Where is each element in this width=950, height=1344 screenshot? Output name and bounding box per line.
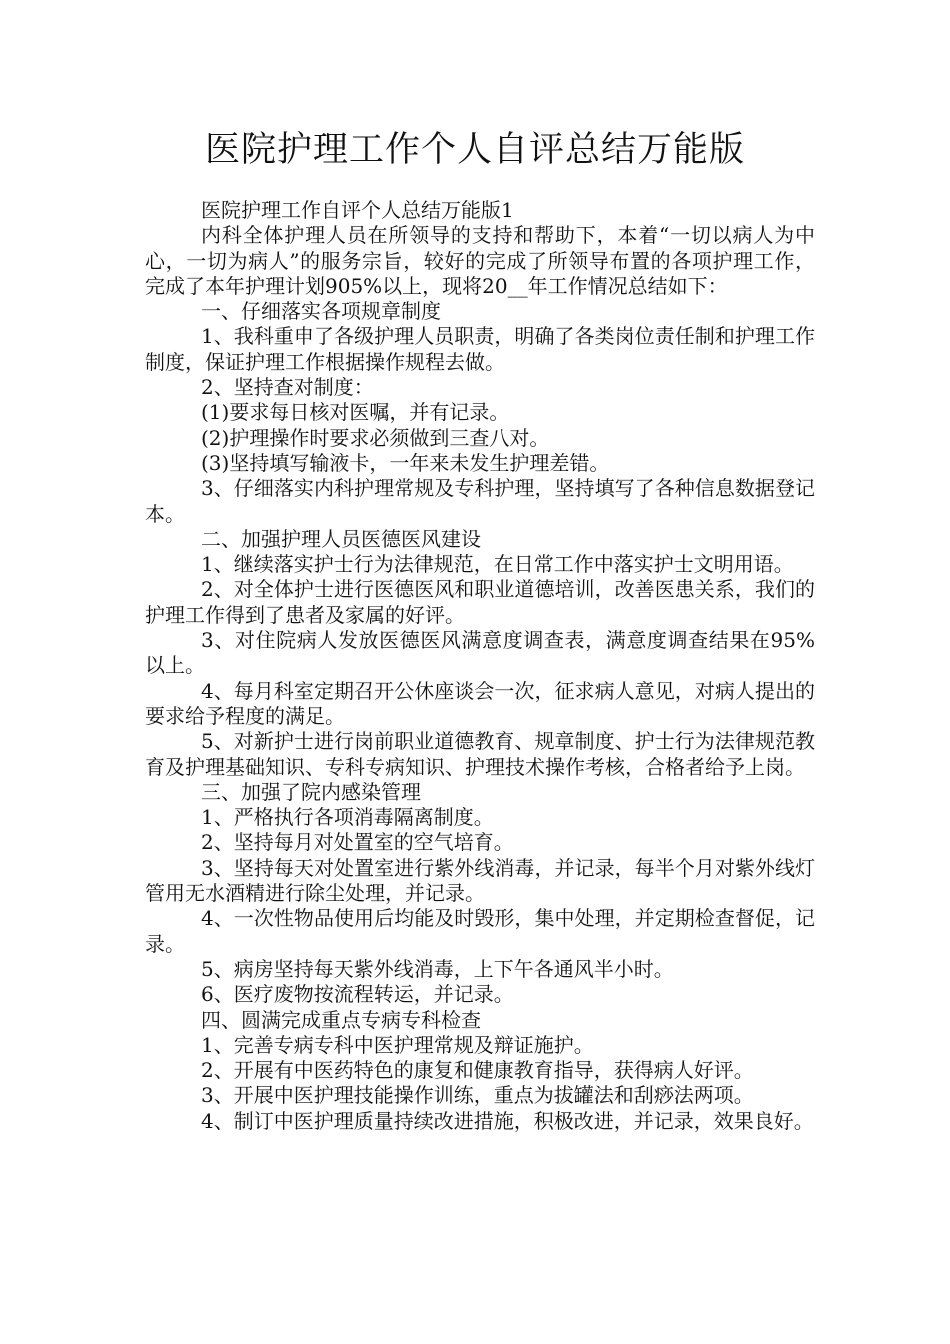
document-title: 医院护理工作个人自评总结万能版 <box>204 130 745 170</box>
paragraph-subtitle: 医院护理工作自评个人总结万能版1 <box>201 198 514 222</box>
paragraph: 1、我科重申了各级护理人员职责，明确了各类岗位责任制和护理工作制度，保证护理工作根据操作规程去做。 <box>145 324 815 374</box>
paragraph: (1)要求每日核对医嘱，并有记录。 <box>201 400 510 425</box>
paragraph: 3、开展中医护理技能操作训练，重点为拔罐法和刮痧法两项。 <box>201 1083 754 1108</box>
paragraph: 6、医疗废物按流程转运，并记录。 <box>201 982 514 1007</box>
paragraph: (3)坚持填写输液卡，一年来未发生护理差错。 <box>201 450 610 475</box>
section-heading-4: 四、圆满完成重点专病专科检查 <box>201 1007 481 1032</box>
section-heading-3: 三、加强了院内感染管理 <box>201 779 421 804</box>
paragraph: 3、坚持每天对处置室进行紫外线消毒，并记录，每半个月对紫外线灯管用无水酒精进行除尘处理，并记录。 <box>145 855 815 906</box>
paragraph: 2、开展有中医药特色的康复和健康教育指导，获得病人好评。 <box>201 1058 754 1083</box>
paragraph: 4、每月科室定期召开公休座谈会一次，征求病人意见，对病人提出的要求给予程度的满足。 <box>145 678 815 728</box>
document-body <box>145 198 815 1134</box>
paragraph: 3、仔细落实内科护理常规及专科护理，坚持填写了各种信息数据登记本。 <box>145 476 815 526</box>
paragraph: 1、继续落实护士行为法律规范，在日常工作中落实护士文明用语。 <box>201 552 794 577</box>
paragraph: 2、坚持每月对处置室的空气培育。 <box>201 830 514 855</box>
paragraph: 5、对新护士进行岗前职业道德教育、规章制度、护士行为法律规范教育及护理基础知识、专科专病知识、护理技术操作考核，合格者给予上岗。 <box>145 729 815 779</box>
paragraph: 1、完善专病专科中医护理常规及辩证施护。 <box>201 1032 594 1057</box>
paragraph: 4、一次性物品使用后均能及时毁形，集中处理，并定期检查督促，记录。 <box>145 906 815 956</box>
paragraph: 4、制订中医护理质量持续改进措施，积极改进，并记录，效果良好。 <box>201 1108 814 1133</box>
paragraph: 1、严格执行各项消毒隔离制度。 <box>201 805 494 830</box>
paragraph-intro: 内科全体护理人员在所领导的支持和帮助下，本着“一切以病人为中心，一切为病人”的服务宗旨，较好的完成了所领导布置的各项护理工作，完成了本年护理计划905%以上，现将20__年工作情况总结如下： <box>145 223 815 298</box>
paragraph: 2、坚持查对制度： <box>201 375 374 400</box>
section-heading-2: 二、加强护理人员医德医风建设 <box>201 526 481 551</box>
paragraph: (2)护理操作时要求必须做到三查八对。 <box>201 425 550 450</box>
paragraph: 3、对住院病人发放医德医风满意度调查表，满意度调查结果在95%以上。 <box>145 628 815 678</box>
paragraph: 2、对全体护士进行医德医风和职业道德培训，改善医患关系，我们的护理工作得到了患者及家属的好评。 <box>145 577 815 627</box>
paragraph: 5、病房坚持每天紫外线消毒，上下午各通风半小时。 <box>201 956 674 981</box>
section-heading-1: 一、仔细落实各项规章制度 <box>201 299 441 324</box>
